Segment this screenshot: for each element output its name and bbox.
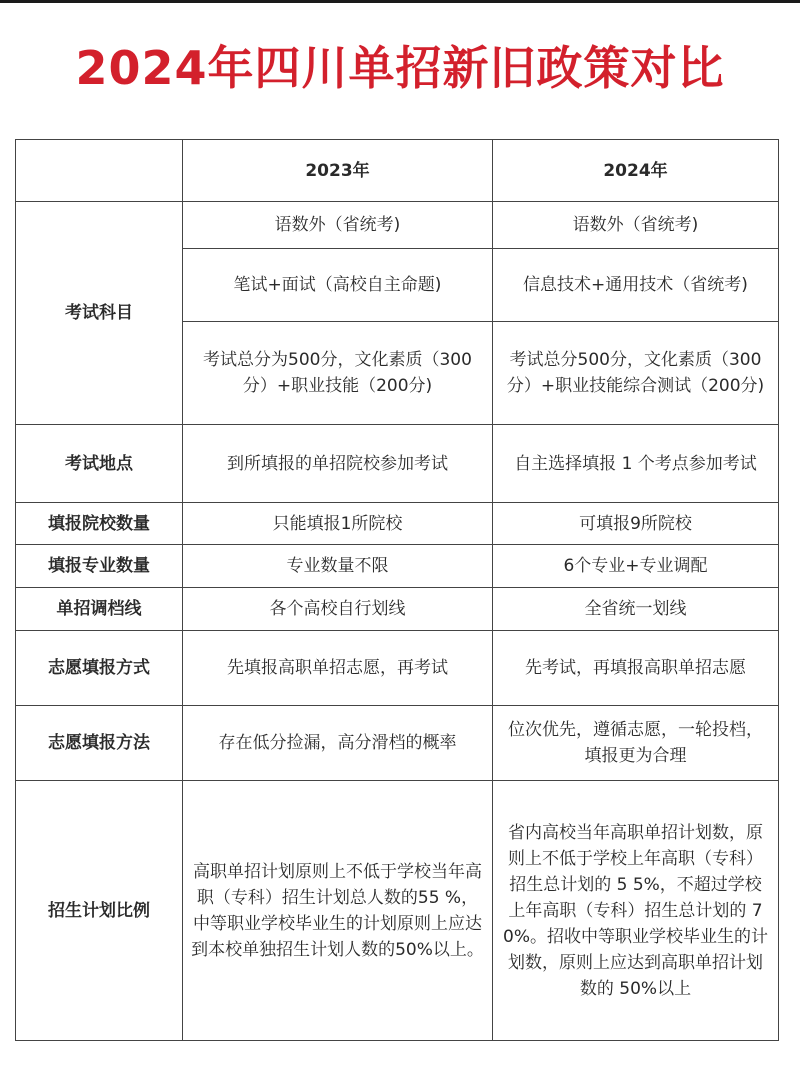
page-title: 2024年四川单招新旧政策对比	[75, 41, 725, 95]
row-label-exam-subjects: 考试科目	[16, 202, 183, 425]
table-row	[16, 706, 779, 781]
header-cell-empty	[16, 140, 183, 202]
row-label: 填报专业数量	[16, 545, 183, 588]
cell-2023: 各个高校自行划线	[183, 588, 493, 631]
cell-2023: 只能填报1所院校	[183, 503, 493, 545]
cell-2024: 信息技术+通用技术（省统考)	[493, 249, 779, 322]
table-row	[16, 545, 779, 588]
table-row	[16, 503, 779, 545]
table-row	[16, 588, 779, 631]
cell-2024: 省内高校当年高职单招计划数，原则上不低于学校上年高职（专科）招生总计划的 5 5%，不超过学校上年高职（专科）招生总计划的 7 0%。招收中等职业学校毕业生的计划数，原则上应达到高职单招计划数的 50%以上	[493, 781, 779, 1041]
cell-2023: 专业数量不限	[183, 545, 493, 588]
row-label: 志愿填报方法	[16, 706, 183, 781]
cell-2024: 自主选择填报 1 个考点参加考试	[493, 425, 779, 503]
row-label: 考试地点	[16, 425, 183, 503]
cell-2024: 语数外（省统考)	[493, 202, 779, 249]
cell-2023: 存在低分捡漏，高分滑档的概率	[183, 706, 493, 781]
table-header-row	[16, 140, 779, 202]
policy-comparison-table	[15, 139, 779, 1041]
cell-2024: 可填报9所院校	[493, 503, 779, 545]
cell-2024: 全省统一划线	[493, 588, 779, 631]
cell-2023: 笔试+面试（高校自主命题)	[183, 249, 493, 322]
header-cell-2023: 2023年	[183, 140, 493, 202]
cell-2024: 先考试，再填报高职单招志愿	[493, 631, 779, 706]
table-row	[16, 631, 779, 706]
table-row	[16, 781, 779, 1041]
top-border-line	[0, 0, 800, 3]
cell-2024: 位次优先，遵循志愿，一轮投档，填报更为合理	[493, 706, 779, 781]
row-label: 填报院校数量	[16, 503, 183, 545]
cell-2023: 高职单招计划原则上不低于学校当年高职（专科）招生计划总人数的55 %，中等职业学校毕业生的计划原则上应达到本校单独招生计划人数的50%以上。	[183, 781, 493, 1041]
row-label: 单招调档线	[16, 588, 183, 631]
row-label: 志愿填报方式	[16, 631, 183, 706]
cell-2023: 到所填报的单招院校参加考试	[183, 425, 493, 503]
cell-2023: 考试总分为500分，文化素质（300分）+职业技能（200分)	[183, 322, 493, 425]
header-cell-2024: 2024年	[493, 140, 779, 202]
table-row	[16, 425, 779, 503]
row-label: 招生计划比例	[16, 781, 183, 1041]
cell-2024: 考试总分500分，文化素质（300分）+职业技能综合测试（200分)	[493, 322, 779, 425]
table-row	[16, 202, 779, 249]
cell-2024: 6个专业+专业调配	[493, 545, 779, 588]
cell-2023: 语数外（省统考)	[183, 202, 493, 249]
cell-2023: 先填报高职单招志愿，再考试	[183, 631, 493, 706]
